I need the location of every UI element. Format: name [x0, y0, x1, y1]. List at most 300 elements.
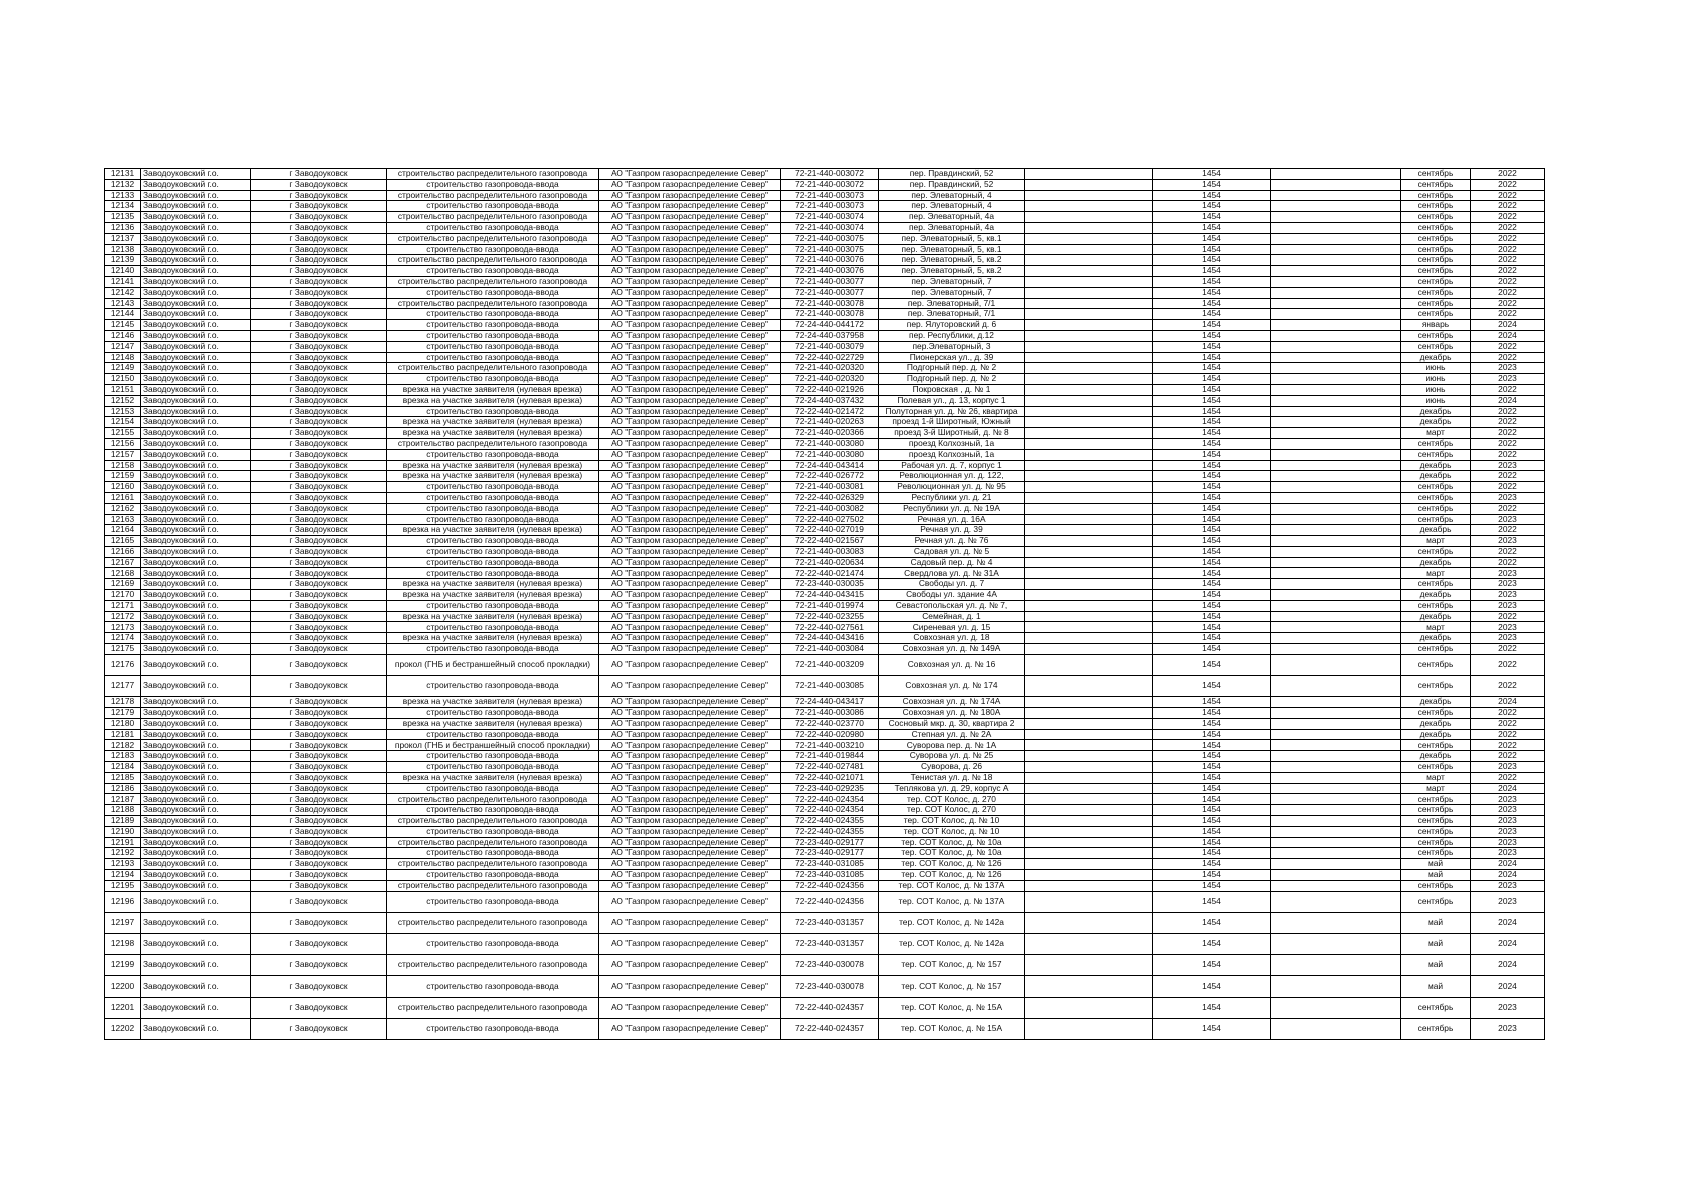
- cell-work-type: строительство газопровода-ввода: [387, 503, 599, 514]
- cell-month: сентябрь: [1401, 244, 1471, 255]
- cell-settlement: г Заводоуковск: [251, 341, 387, 352]
- cell-year: 2023: [1471, 805, 1545, 816]
- cell-address: пер. Элеваторный, 5, кв.1: [879, 244, 1025, 255]
- cell-address: Совхозная ул. д. № 16: [879, 654, 1025, 675]
- cell-code: 1454: [1153, 492, 1271, 503]
- table-row: [105, 233, 1545, 244]
- cell-code: 1454: [1153, 212, 1271, 223]
- cell-work-type: строительство распределительного газопровода: [387, 859, 599, 870]
- cell-organization: АО "Газпром газораспределение Север": [599, 417, 781, 428]
- cell-empty: [1271, 395, 1401, 406]
- cell-month: сентябрь: [1401, 880, 1471, 891]
- cell-year: 2024: [1471, 395, 1545, 406]
- cell-year: 2024: [1471, 320, 1545, 331]
- cell-code: 1454: [1153, 460, 1271, 471]
- cell-cadastral: 72-22-440-023255: [781, 611, 879, 622]
- cell-empty: [1025, 255, 1153, 266]
- cell-district: Заводоуковский г.о.: [141, 417, 251, 428]
- cell-month: сентябрь: [1401, 997, 1471, 1018]
- cell-address: тер. СОТ Колос, д. № 142а: [879, 912, 1025, 933]
- cell-work-type: строительство распределительного газопровода: [387, 255, 599, 266]
- cell-empty: [1271, 525, 1401, 536]
- cell-empty: [1271, 697, 1401, 708]
- cell-empty: [1025, 514, 1153, 525]
- cell-number: 12180: [105, 718, 141, 729]
- cell-cadastral: 72-23-440-031085: [781, 869, 879, 880]
- cell-settlement: г Заводоуковск: [251, 955, 387, 976]
- cell-empty: [1025, 352, 1153, 363]
- cell-address: пер. Элеваторный, 7/1: [879, 309, 1025, 320]
- cell-settlement: г Заводоуковск: [251, 794, 387, 805]
- cell-year: 2023: [1471, 622, 1545, 633]
- cell-settlement: г Заводоуковск: [251, 976, 387, 997]
- cell-month: март: [1401, 536, 1471, 547]
- table-row: [105, 955, 1545, 976]
- cell-empty: [1271, 762, 1401, 773]
- cell-cadastral: 72-23-440-030078: [781, 976, 879, 997]
- cell-number: 12173: [105, 622, 141, 633]
- cell-empty: [1271, 880, 1401, 891]
- table-row: [105, 438, 1545, 449]
- cell-settlement: г Заводоуковск: [251, 395, 387, 406]
- cell-month: июнь: [1401, 363, 1471, 374]
- table-row: [105, 428, 1545, 439]
- cell-address: Суворова, д. 26: [879, 762, 1025, 773]
- cell-month: декабрь: [1401, 460, 1471, 471]
- cell-cadastral: 72-23-440-029235: [781, 783, 879, 794]
- cell-address: Совхозная ул. д. № 149А: [879, 644, 1025, 655]
- cell-organization: АО "Газпром газораспределение Север": [599, 233, 781, 244]
- cell-cadastral: 72-21-440-003077: [781, 276, 879, 287]
- cell-empty: [1025, 438, 1153, 449]
- cell-year: 2022: [1471, 654, 1545, 675]
- cell-code: 1454: [1153, 997, 1271, 1018]
- cell-settlement: г Заводоуковск: [251, 557, 387, 568]
- cell-empty: [1271, 772, 1401, 783]
- cell-cadastral: 72-22-440-024354: [781, 805, 879, 816]
- cell-cadastral: 72-21-440-003075: [781, 233, 879, 244]
- cell-year: 2023: [1471, 1018, 1545, 1039]
- cell-organization: АО "Газпром газораспределение Север": [599, 374, 781, 385]
- cell-work-type: строительство газопровода-ввода: [387, 729, 599, 740]
- cell-month: сентябрь: [1401, 579, 1471, 590]
- table-row: [105, 912, 1545, 933]
- table-row: [105, 330, 1545, 341]
- cell-organization: АО "Газпром газораспределение Север": [599, 503, 781, 514]
- cell-year: 2022: [1471, 352, 1545, 363]
- cell-settlement: г Заводоуковск: [251, 352, 387, 363]
- cell-empty: [1025, 976, 1153, 997]
- cell-code: 1454: [1153, 406, 1271, 417]
- cell-organization: АО "Газпром газораспределение Север": [599, 169, 781, 180]
- cell-work-type: строительство газопровода-ввода: [387, 826, 599, 837]
- cell-address: тер. СОТ Колос, д. № 137А: [879, 891, 1025, 912]
- cell-address: пер. Элеваторный, 5, кв.1: [879, 233, 1025, 244]
- cell-month: сентябрь: [1401, 740, 1471, 751]
- cell-month: сентябрь: [1401, 438, 1471, 449]
- cell-number: 12149: [105, 363, 141, 374]
- cell-year: 2022: [1471, 255, 1545, 266]
- cell-settlement: г Заводоуковск: [251, 869, 387, 880]
- cell-district: Заводоуковский г.о.: [141, 611, 251, 622]
- cell-year: 2023: [1471, 997, 1545, 1018]
- cell-organization: АО "Газпром газораспределение Север": [599, 955, 781, 976]
- cell-cadastral: 72-21-440-003078: [781, 298, 879, 309]
- cell-year: 2022: [1471, 287, 1545, 298]
- cell-code: 1454: [1153, 384, 1271, 395]
- cell-settlement: г Заводоуковск: [251, 233, 387, 244]
- cell-number: 12185: [105, 772, 141, 783]
- cell-month: сентябрь: [1401, 826, 1471, 837]
- cell-code: 1454: [1153, 633, 1271, 644]
- cell-cadastral: 72-21-440-003073: [781, 190, 879, 201]
- table-row: [105, 363, 1545, 374]
- cell-cadastral: 72-22-440-021474: [781, 568, 879, 579]
- cell-year: 2022: [1471, 438, 1545, 449]
- cell-empty: [1271, 298, 1401, 309]
- cell-organization: АО "Газпром газораспределение Север": [599, 654, 781, 675]
- cell-code: 1454: [1153, 772, 1271, 783]
- cell-address: тер. СОТ Колос, д. № 10а: [879, 848, 1025, 859]
- cell-month: сентябрь: [1401, 837, 1471, 848]
- cell-month: сентябрь: [1401, 676, 1471, 697]
- table-row: [105, 600, 1545, 611]
- cell-settlement: г Заводоуковск: [251, 891, 387, 912]
- cell-number: 12191: [105, 837, 141, 848]
- cell-work-type: строительство газопровода-ввода: [387, 287, 599, 298]
- cell-organization: АО "Газпром газораспределение Север": [599, 492, 781, 503]
- cell-empty: [1271, 190, 1401, 201]
- cell-address: пер. Элеваторный, 4а: [879, 212, 1025, 223]
- cell-address: Севастопольская ул. д. № 7,: [879, 600, 1025, 611]
- table-row: [105, 772, 1545, 783]
- cell-empty: [1025, 997, 1153, 1018]
- cell-empty: [1025, 298, 1153, 309]
- cell-organization: АО "Газпром газораспределение Север": [599, 826, 781, 837]
- cell-address: тер. СОТ Колос, д. 270: [879, 805, 1025, 816]
- cell-number: 12184: [105, 762, 141, 773]
- cell-settlement: г Заводоуковск: [251, 374, 387, 385]
- cell-cadastral: 72-23-440-031085: [781, 859, 879, 870]
- cell-organization: АО "Газпром газораспределение Север": [599, 783, 781, 794]
- cell-year: 2022: [1471, 341, 1545, 352]
- cell-settlement: г Заводоуковск: [251, 406, 387, 417]
- cell-code: 1454: [1153, 1018, 1271, 1039]
- table-row: [105, 546, 1545, 557]
- cell-empty: [1025, 891, 1153, 912]
- cell-empty: [1271, 244, 1401, 255]
- cell-organization: АО "Газпром газораспределение Север": [599, 363, 781, 374]
- cell-code: 1454: [1153, 471, 1271, 482]
- cell-address: тер. СОТ Колос, д. № 137А: [879, 880, 1025, 891]
- cell-month: декабрь: [1401, 406, 1471, 417]
- table-row: [105, 590, 1545, 601]
- cell-work-type: строительство газопровода-ввода: [387, 891, 599, 912]
- cell-cadastral: 72-21-440-003074: [781, 222, 879, 233]
- cell-year: 2023: [1471, 363, 1545, 374]
- cell-code: 1454: [1153, 298, 1271, 309]
- cell-work-type: строительство газопровода-ввода: [387, 309, 599, 320]
- cell-district: Заводоуковский г.о.: [141, 179, 251, 190]
- cell-empty: [1025, 546, 1153, 557]
- cell-settlement: г Заводоуковск: [251, 816, 387, 827]
- cell-work-type: строительство газопровода-ввода: [387, 783, 599, 794]
- cell-organization: АО "Газпром газораспределение Север": [599, 869, 781, 880]
- cell-address: пер. Элеваторный, 5, кв.2: [879, 255, 1025, 266]
- cell-address: Подгорный пер. д. № 2: [879, 374, 1025, 385]
- cell-empty: [1271, 233, 1401, 244]
- cell-empty: [1271, 287, 1401, 298]
- cell-empty: [1025, 536, 1153, 547]
- cell-code: 1454: [1153, 676, 1271, 697]
- cell-month: сентябрь: [1401, 600, 1471, 611]
- cell-month: декабрь: [1401, 352, 1471, 363]
- cell-number: 12193: [105, 859, 141, 870]
- cell-empty: [1025, 384, 1153, 395]
- cell-empty: [1025, 826, 1153, 837]
- table-row: [105, 406, 1545, 417]
- cell-year: 2022: [1471, 546, 1545, 557]
- cell-number: 12138: [105, 244, 141, 255]
- cell-year: 2023: [1471, 600, 1545, 611]
- table-row: [105, 255, 1545, 266]
- cell-cadastral: 72-22-440-024356: [781, 891, 879, 912]
- cell-work-type: строительство газопровода-ввода: [387, 622, 599, 633]
- cell-organization: АО "Газпром газораспределение Север": [599, 438, 781, 449]
- cell-cadastral: 72-22-440-024357: [781, 997, 879, 1018]
- table-row: [105, 676, 1545, 697]
- cell-work-type: строительство газопровода-ввода: [387, 536, 599, 547]
- cell-organization: АО "Газпром газораспределение Север": [599, 514, 781, 525]
- cell-organization: АО "Газпром газораспределение Север": [599, 740, 781, 751]
- cell-empty: [1271, 912, 1401, 933]
- cell-district: Заводоуковский г.о.: [141, 729, 251, 740]
- cell-year: 2023: [1471, 826, 1545, 837]
- cell-organization: АО "Газпром газораспределение Север": [599, 244, 781, 255]
- cell-number: 12164: [105, 525, 141, 536]
- cell-year: 2022: [1471, 751, 1545, 762]
- cell-organization: АО "Газпром газораспределение Север": [599, 600, 781, 611]
- cell-work-type: строительство газопровода-ввода: [387, 708, 599, 719]
- cell-number: 12188: [105, 805, 141, 816]
- cell-month: март: [1401, 568, 1471, 579]
- cell-year: 2022: [1471, 557, 1545, 568]
- cell-empty: [1271, 546, 1401, 557]
- cell-district: Заводоуковский г.о.: [141, 805, 251, 816]
- cell-year: 2023: [1471, 492, 1545, 503]
- cell-work-type: строительство газопровода-ввода: [387, 201, 599, 212]
- cell-code: 1454: [1153, 525, 1271, 536]
- cell-work-type: прокол (ГНБ и бестраншейный способ прокладки): [387, 740, 599, 751]
- cell-cadastral: 72-21-440-003210: [781, 740, 879, 751]
- cell-work-type: врезка на участке заявителя (нулевая врезка): [387, 611, 599, 622]
- cell-empty: [1025, 244, 1153, 255]
- cell-empty: [1025, 816, 1153, 827]
- cell-address: пер. Ялуторовский д. 6: [879, 320, 1025, 331]
- cell-work-type: строительство распределительного газопровода: [387, 212, 599, 223]
- cell-district: Заводоуковский г.о.: [141, 600, 251, 611]
- cell-code: 1454: [1153, 740, 1271, 751]
- cell-organization: АО "Газпром газораспределение Север": [599, 406, 781, 417]
- cell-cadastral: 72-22-440-021926: [781, 384, 879, 395]
- cell-year: 2023: [1471, 762, 1545, 773]
- cell-settlement: г Заводоуковск: [251, 179, 387, 190]
- cell-year: 2024: [1471, 869, 1545, 880]
- cell-organization: АО "Газпром газораспределение Север": [599, 330, 781, 341]
- cell-number: 12168: [105, 568, 141, 579]
- cell-number: 12145: [105, 320, 141, 331]
- cell-empty: [1271, 611, 1401, 622]
- cell-settlement: г Заводоуковск: [251, 514, 387, 525]
- cell-cadastral: 72-22-440-022729: [781, 352, 879, 363]
- cell-district: Заводоуковский г.о.: [141, 244, 251, 255]
- cell-organization: АО "Газпром газораспределение Север": [599, 471, 781, 482]
- cell-empty: [1271, 826, 1401, 837]
- cell-year: 2024: [1471, 912, 1545, 933]
- cell-month: сентябрь: [1401, 546, 1471, 557]
- table-row: [105, 384, 1545, 395]
- cell-organization: АО "Газпром газораспределение Север": [599, 255, 781, 266]
- cell-empty: [1271, 933, 1401, 954]
- cell-cadastral: 72-24-440-037432: [781, 395, 879, 406]
- cell-empty: [1025, 859, 1153, 870]
- table-row: [105, 816, 1545, 827]
- cell-number: 12172: [105, 611, 141, 622]
- cell-cadastral: 72-22-440-027561: [781, 622, 879, 633]
- cell-cadastral: 72-21-440-020263: [781, 417, 879, 428]
- cell-district: Заводоуковский г.о.: [141, 255, 251, 266]
- cell-address: Садовый пер. д. № 4: [879, 557, 1025, 568]
- cell-number: 12157: [105, 449, 141, 460]
- cell-work-type: строительство газопровода-ввода: [387, 751, 599, 762]
- cell-code: 1454: [1153, 622, 1271, 633]
- cell-district: Заводоуковский г.о.: [141, 212, 251, 223]
- cell-number: 12154: [105, 417, 141, 428]
- cell-empty: [1025, 654, 1153, 675]
- table-row: [105, 826, 1545, 837]
- cell-district: Заводоуковский г.о.: [141, 201, 251, 212]
- cell-empty: [1025, 417, 1153, 428]
- cell-year: 2023: [1471, 848, 1545, 859]
- cell-year: 2023: [1471, 880, 1545, 891]
- table-row: [105, 611, 1545, 622]
- cell-empty: [1025, 557, 1153, 568]
- cell-number: 12178: [105, 697, 141, 708]
- cell-code: 1454: [1153, 708, 1271, 719]
- cell-number: 12133: [105, 190, 141, 201]
- cell-code: 1454: [1153, 449, 1271, 460]
- cell-year: 2023: [1471, 536, 1545, 547]
- cell-organization: АО "Газпром газораспределение Север": [599, 384, 781, 395]
- cell-organization: АО "Газпром газораспределение Север": [599, 611, 781, 622]
- gas-connection-table: [104, 168, 1545, 1040]
- cell-district: Заводоуковский г.о.: [141, 1018, 251, 1039]
- cell-cadastral: 72-21-440-003075: [781, 244, 879, 255]
- cell-number: 12201: [105, 997, 141, 1018]
- cell-empty: [1271, 633, 1401, 644]
- cell-number: 12136: [105, 222, 141, 233]
- cell-address: Тенистая ул. д. № 18: [879, 772, 1025, 783]
- cell-month: сентябрь: [1401, 212, 1471, 223]
- cell-empty: [1025, 428, 1153, 439]
- cell-empty: [1025, 794, 1153, 805]
- cell-number: 12166: [105, 546, 141, 557]
- cell-settlement: г Заводоуковск: [251, 438, 387, 449]
- cell-empty: [1025, 772, 1153, 783]
- cell-month: июнь: [1401, 384, 1471, 395]
- cell-cadastral: 72-22-440-024356: [781, 880, 879, 891]
- cell-district: Заводоуковский г.о.: [141, 471, 251, 482]
- cell-address: пер.Элеваторный, 3: [879, 341, 1025, 352]
- cell-number: 12159: [105, 471, 141, 482]
- cell-organization: АО "Газпром газораспределение Север": [599, 912, 781, 933]
- cell-empty: [1025, 611, 1153, 622]
- cell-month: январь: [1401, 320, 1471, 331]
- cell-settlement: г Заводоуковск: [251, 783, 387, 794]
- cell-empty: [1271, 169, 1401, 180]
- cell-number: 12200: [105, 976, 141, 997]
- cell-number: 12158: [105, 460, 141, 471]
- cell-year: 2022: [1471, 309, 1545, 320]
- cell-empty: [1025, 880, 1153, 891]
- cell-cadastral: 72-22-440-021567: [781, 536, 879, 547]
- cell-work-type: строительство газопровода-ввода: [387, 406, 599, 417]
- cell-work-type: строительство газопровода-ввода: [387, 244, 599, 255]
- cell-cadastral: 72-22-440-027019: [781, 525, 879, 536]
- cell-cadastral: 72-21-440-003076: [781, 266, 879, 277]
- cell-organization: АО "Газпром газораспределение Север": [599, 460, 781, 471]
- cell-code: 1454: [1153, 751, 1271, 762]
- cell-settlement: г Заводоуковск: [251, 762, 387, 773]
- cell-code: 1454: [1153, 222, 1271, 233]
- cell-empty: [1271, 460, 1401, 471]
- table-row: [105, 514, 1545, 525]
- cell-number: 12196: [105, 891, 141, 912]
- cell-code: 1454: [1153, 729, 1271, 740]
- cell-work-type: врезка на участке заявителя (нулевая врезка): [387, 579, 599, 590]
- cell-year: 2024: [1471, 330, 1545, 341]
- cell-empty: [1025, 320, 1153, 331]
- cell-settlement: г Заводоуковск: [251, 222, 387, 233]
- cell-empty: [1271, 536, 1401, 547]
- cell-empty: [1025, 374, 1153, 385]
- cell-settlement: г Заводоуковск: [251, 697, 387, 708]
- cell-organization: АО "Газпром газораспределение Север": [599, 891, 781, 912]
- cell-settlement: г Заводоуковск: [251, 622, 387, 633]
- table-row: [105, 503, 1545, 514]
- cell-cadastral: 72-24-440-043416: [781, 633, 879, 644]
- cell-district: Заводоуковский г.о.: [141, 869, 251, 880]
- cell-empty: [1271, 676, 1401, 697]
- cell-address: пер. Элеваторный, 4а: [879, 222, 1025, 233]
- cell-empty: [1025, 525, 1153, 536]
- cell-number: 12152: [105, 395, 141, 406]
- cell-code: 1454: [1153, 417, 1271, 428]
- cell-cadastral: 72-21-440-020320: [781, 374, 879, 385]
- table-row: [105, 880, 1545, 891]
- cell-year: 2024: [1471, 933, 1545, 954]
- cell-settlement: г Заводоуковск: [251, 460, 387, 471]
- cell-settlement: г Заводоуковск: [251, 933, 387, 954]
- cell-work-type: строительство газопровода-ввода: [387, 330, 599, 341]
- cell-year: 2024: [1471, 783, 1545, 794]
- cell-organization: АО "Газпром газораспределение Север": [599, 201, 781, 212]
- cell-district: Заводоуковский г.о.: [141, 697, 251, 708]
- cell-number: 12155: [105, 428, 141, 439]
- cell-code: 1454: [1153, 848, 1271, 859]
- cell-cadastral: 72-21-440-019844: [781, 751, 879, 762]
- cell-empty: [1271, 341, 1401, 352]
